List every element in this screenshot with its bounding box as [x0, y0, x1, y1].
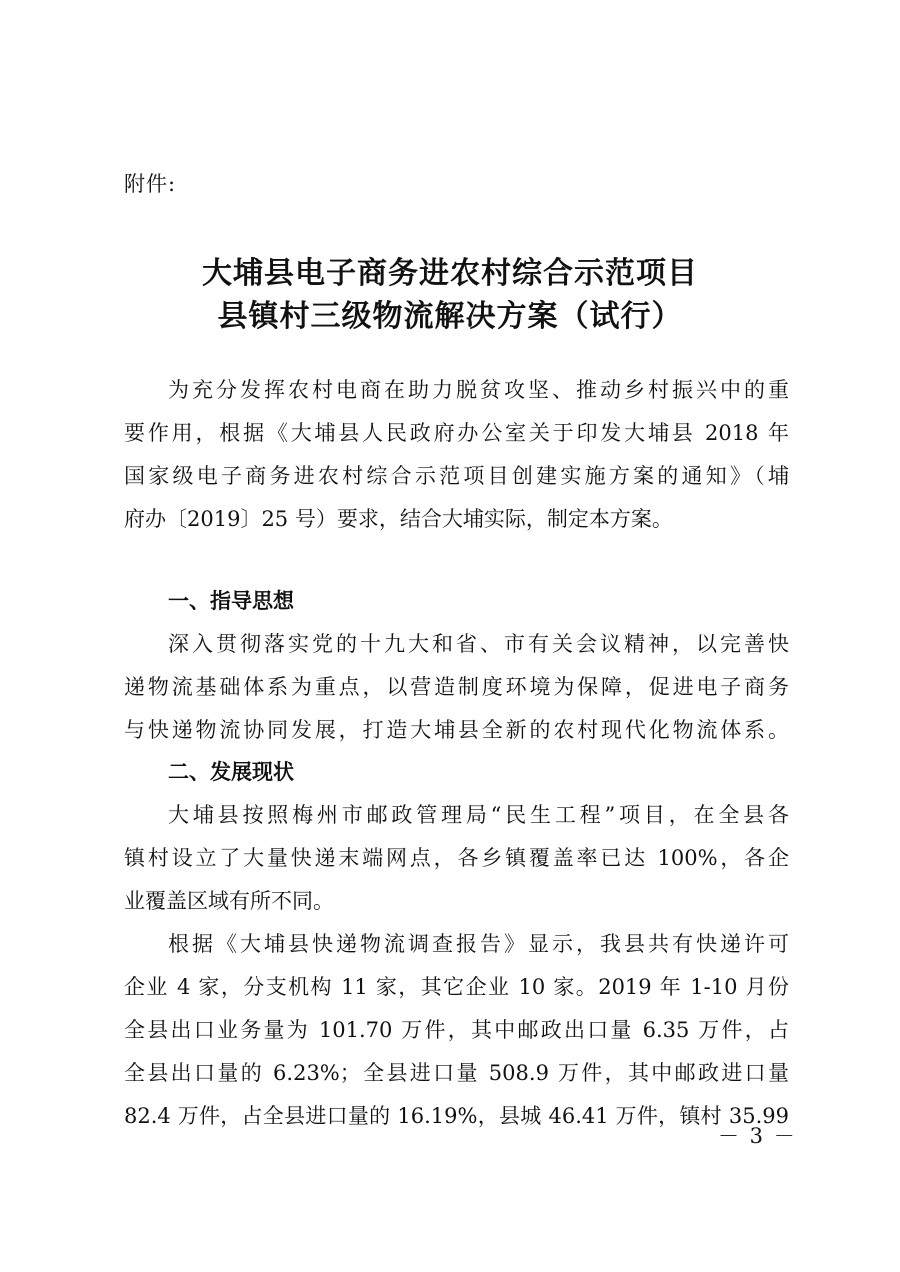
section2-heading: 二、发展现状 [168, 760, 294, 784]
section2-para1-line: 镇村设立了大量快递末端网点，各乡镇覆盖率已达 100%，各企 [124, 846, 789, 870]
section1-heading: 一、指导思想 [168, 589, 294, 613]
intro-line: 府办〔2019〕25 号）要求，结合大埔实际，制定本方案。 [124, 507, 673, 531]
section1-line: 递物流基础体系为重点，以营造制度环境为保障，促进电子商务 [124, 675, 789, 699]
section2-para1-line: 大埔县按照梅州市邮政管理局“民生工程”项目，在全县各 [168, 803, 789, 827]
intro-line: 为充分发挥农村电商在助力脱贫攻坚、推动乡村振兴中的重 [168, 378, 789, 402]
section2-para2-line: 根据《大埔县快递物流调查报告》显示，我县共有快递许可 [168, 932, 789, 956]
section2-para1-line: 业覆盖区域有所不同。 [124, 889, 334, 913]
section1-line: 深入贯彻落实党的十九大和省、市有关会议精神，以完善快 [168, 632, 789, 656]
intro-line: 要作用，根据《大埔县人民政府办公室关于印发大埔县 2018 年 [124, 421, 789, 445]
section1-line: 与快递物流协同发展，打造大埔县全新的农村现代化物流体系。 [124, 718, 789, 742]
section2-para2-line: 全县出口业务量为 101.70 万件，其中邮政出口量 6.35 万件，占 [124, 1018, 789, 1042]
document-title-line2: 县镇村三级物流解决方案（试行） [217, 299, 683, 334]
page-number: － 3 － [718, 1124, 797, 1148]
section2-para2-line: 82.4 万件，占全县进口量的 16.19%，县城 46.41 万件，镇村 35.99 [124, 1104, 789, 1128]
attachment-label: 附件: [124, 172, 177, 196]
section2-para2-line: 全县出口量的 6.23%；全县进口量 508.9 万件，其中邮政进口量 [124, 1061, 789, 1085]
intro-line: 国家级电子商务进农村综合示范项目创建实施方案的通知》（埔 [124, 464, 789, 488]
section2-para2-line: 企业 4 家，分支机构 11 家，其它企业 10 家。2019 年 1-10 月份 [124, 975, 789, 999]
document-title-line1: 大埔县电子商务进农村综合示范项目 [202, 256, 698, 291]
